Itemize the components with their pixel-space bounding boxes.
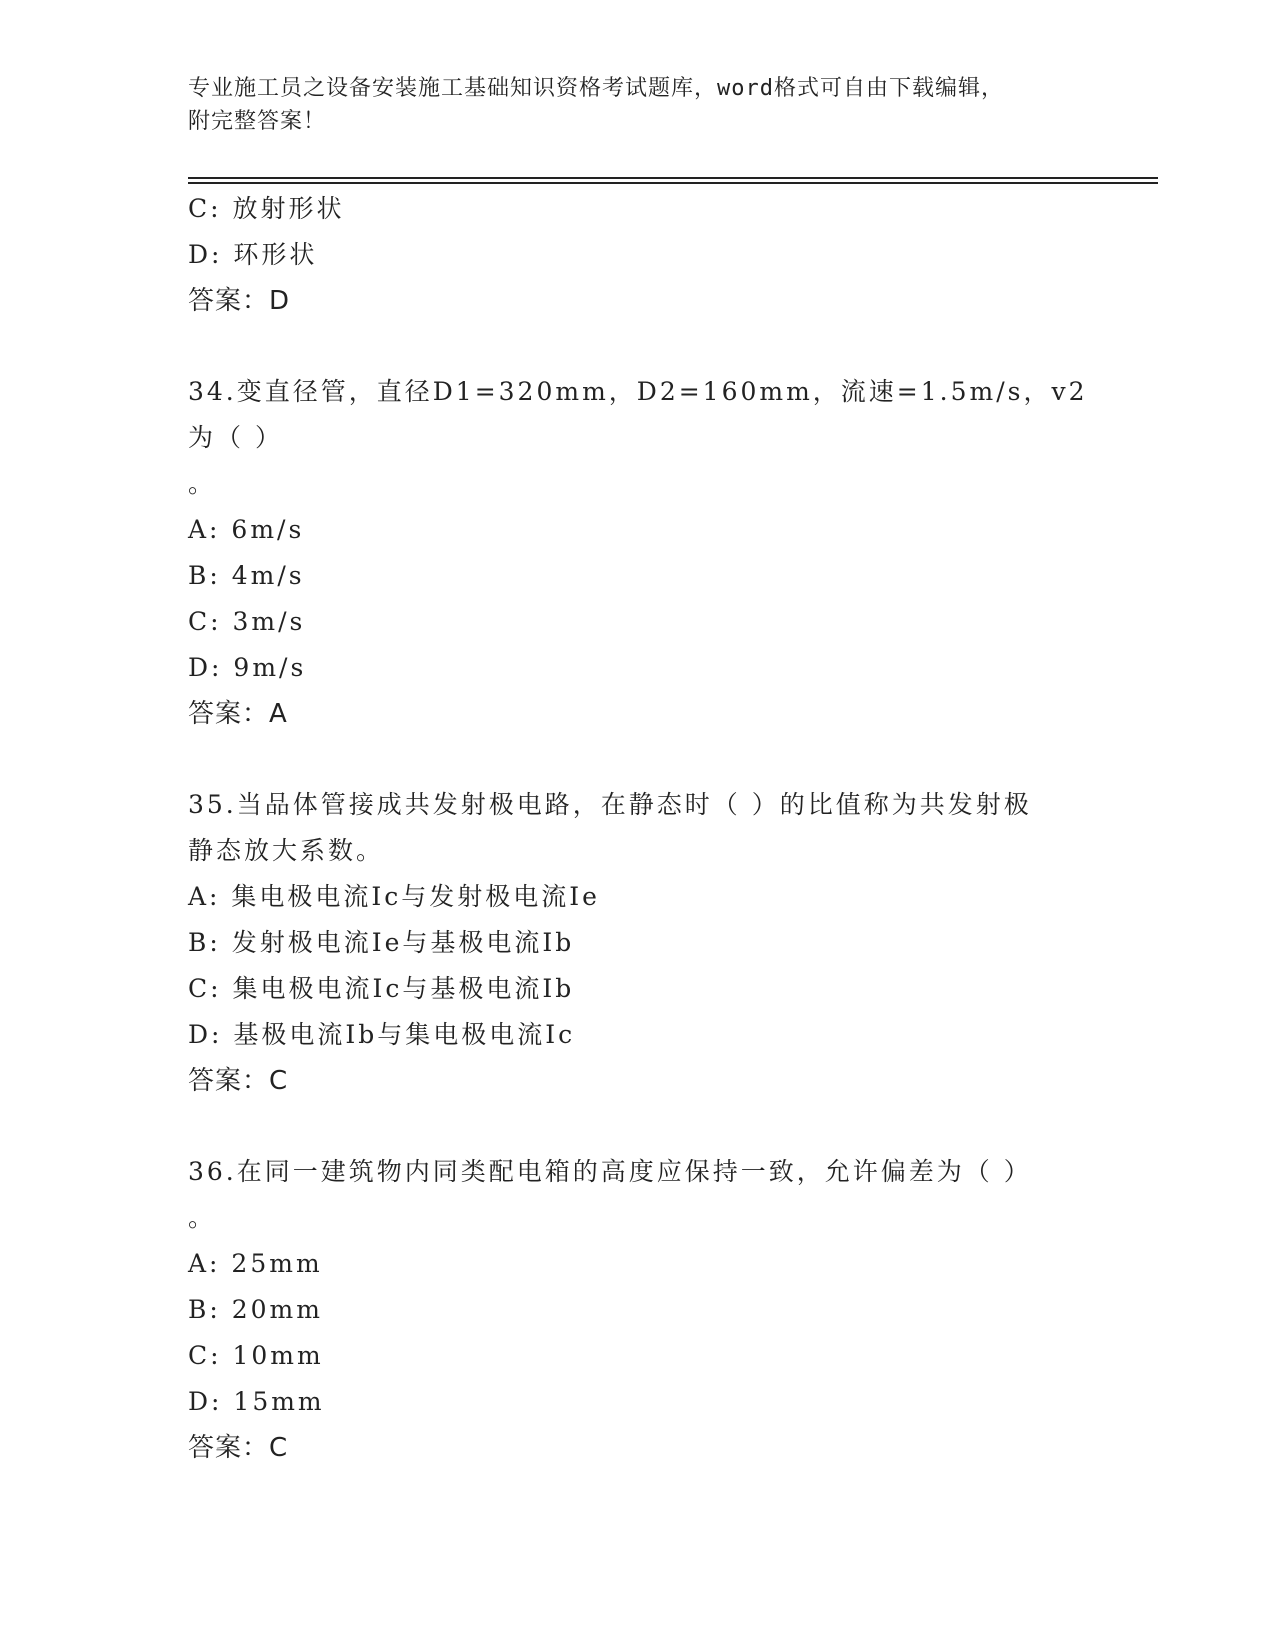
option-a: A: 25mm: [188, 1249, 323, 1278]
option-b: B: 发射极电流Ie与基极电流Ib: [188, 928, 575, 957]
question-33: [188, 186, 1088, 324]
header-divider-top: [188, 177, 1158, 179]
option-c: C: 放射形状: [188, 194, 345, 223]
header-line-1: 专业施工员之设备安装施工基础知识资格考试题库，word格式可自由下载编辑，: [188, 76, 1004, 101]
option-c: C: 集电极电流Ic与基极电流Ib: [188, 974, 575, 1003]
header-divider-bottom: [188, 182, 1158, 184]
answer: 答案：A: [188, 699, 288, 729]
question-stem-line-2: 静态放大系数。: [188, 836, 385, 865]
option-d: D: 基极电流Ib与集电极电流Ic: [188, 1020, 576, 1049]
spacer: [188, 1104, 1088, 1149]
option-a: A: 集电极电流Ic与发射极电流Ie: [188, 882, 600, 911]
option-c: C: 3m/s: [188, 607, 306, 636]
question-list: [188, 186, 1088, 1471]
header-line-2: 附完整答案！: [188, 109, 327, 134]
question-stem-line-2: 。: [188, 469, 217, 498]
answer: 答案：C: [188, 1066, 289, 1096]
option-c: C: 10mm: [188, 1341, 324, 1370]
answer: 答案：D: [188, 286, 291, 316]
option-a: A: 6m/s: [188, 515, 305, 544]
answer: 答案：C: [188, 1433, 289, 1463]
question-34: [188, 369, 1088, 737]
question-stem-line-1: 35.当品体管接成共发射极电路，在静态时（ ）的比值称为共发射极: [188, 790, 1032, 819]
option-d: D: 环形状: [188, 240, 318, 269]
option-b: B: 4m/s: [188, 561, 305, 590]
option-b: B: 20mm: [188, 1295, 323, 1324]
spacer: [188, 324, 1088, 369]
question-stem-line-1: 34.变直径管，直径D1=320mm，D2=160mm，流速=1.5m/s，v2为（ ）: [188, 377, 1088, 452]
page-header: [188, 72, 1068, 138]
question-stem-line-2: 。: [188, 1203, 217, 1232]
option-d: D: 15mm: [188, 1387, 325, 1416]
question-35: [188, 782, 1088, 1104]
question-36: [188, 1149, 1088, 1471]
spacer: [188, 737, 1088, 782]
option-d: D: 9m/s: [188, 653, 307, 682]
question-stem-line-1: 36.在同一建筑物内同类配电箱的高度应保持一致，允许偏差为（ ）: [188, 1157, 1032, 1186]
